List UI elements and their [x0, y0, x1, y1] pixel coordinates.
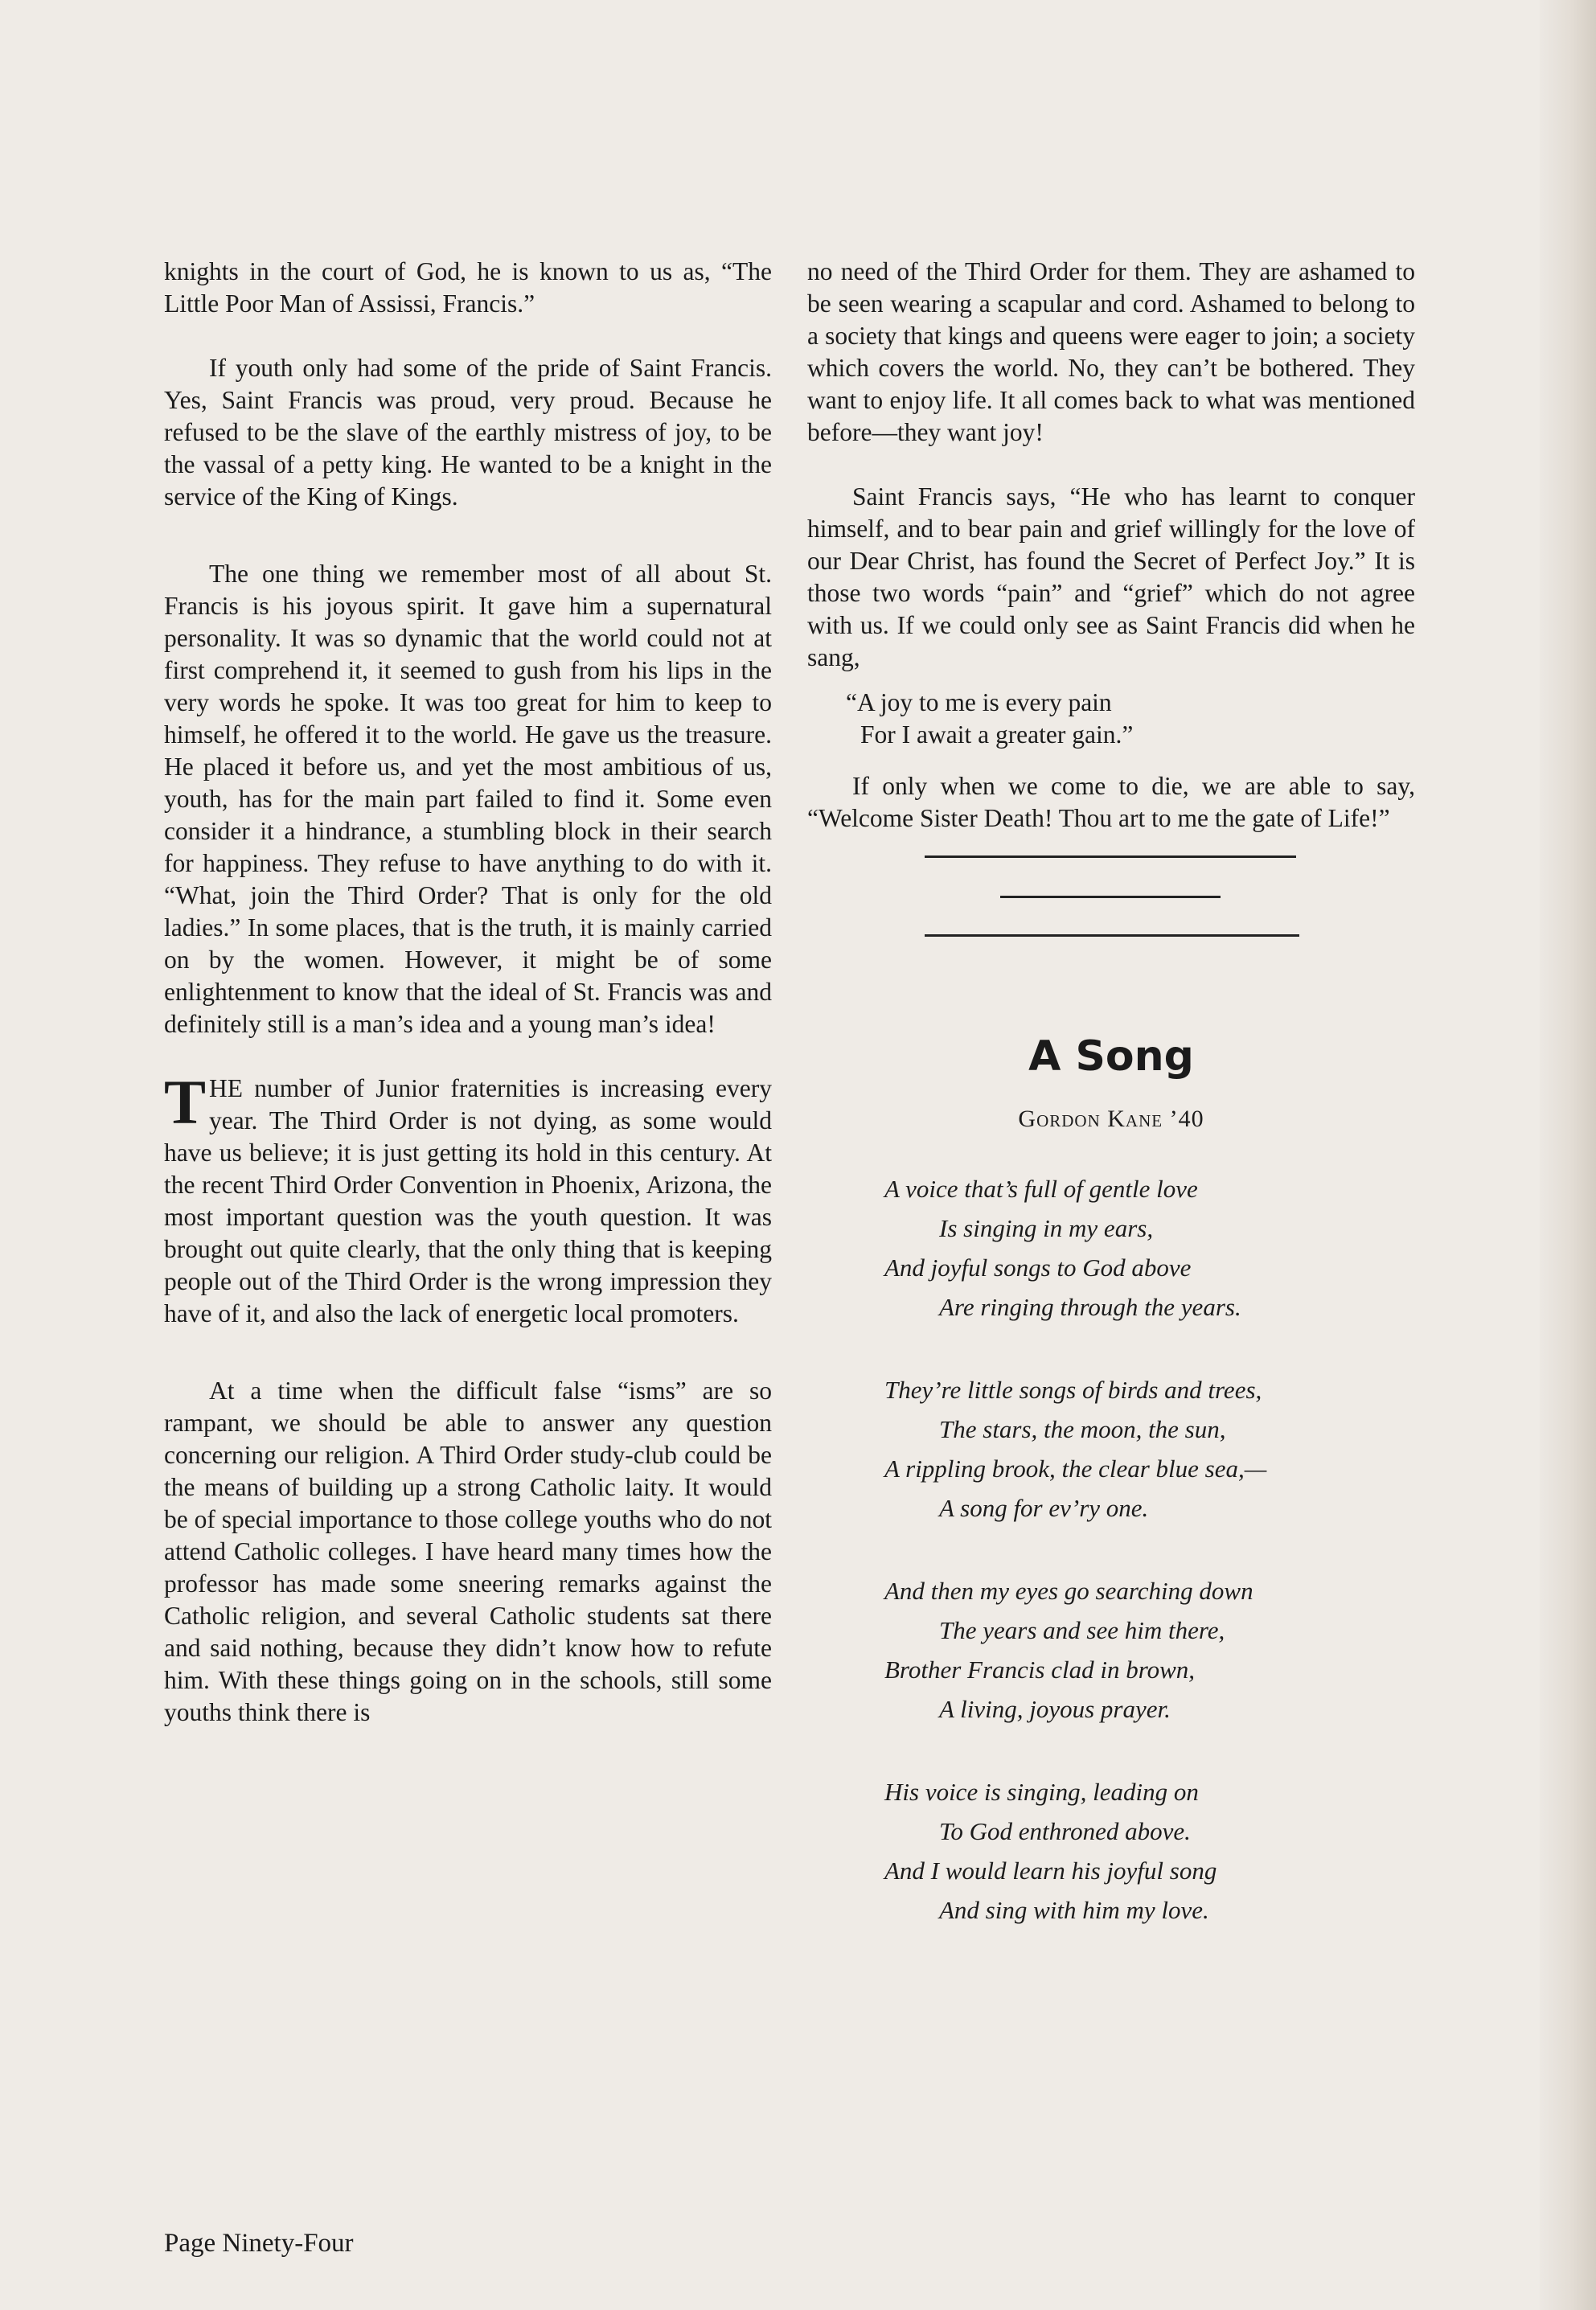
poem-line: A voice that’s full of gentle love — [884, 1175, 1198, 1203]
poem-line: Brother Francis clad in brown, — [884, 1656, 1196, 1684]
paragraph: At a time when the difficult false “isms” are so rampant, we should be able to answer any question concerning our religion. A Third Order study-club could be the means of building up a strong Catholic laity. It would be of special importance to those college youths who do not attend Catholic colleges. I have heard many times how the professor has made some sneering remarks against the Catholic religion, and several Catholic students sat there and said nothing, because they didn’t know how to refute him. With these things going on in the schools, still some youths think there is — [164, 1377, 772, 1726]
quoted-verse — [807, 687, 1415, 751]
divider-line — [1000, 896, 1221, 898]
poem-line: A living, joyous prayer. — [939, 1695, 1171, 1723]
paragraph: knights in the court of God, he is known to us as, “The Little Poor Man of Assissi, Francis.” — [164, 257, 772, 318]
paragraph: If youth only had some of the pride of Saint Francis. Yes, Saint Francis was proud, very proud. Because he refused to be the slave of the earthly mistress of joy, to be the vassal of a petty king. He wanted to be a knight in the service of the King of Kings. — [164, 354, 772, 511]
verse-line: For I await a greater gain.” — [860, 720, 1134, 749]
poem-line: And then my eyes go searching down — [884, 1577, 1253, 1605]
left-column — [164, 256, 772, 1729]
paragraph: The one thing we remember most of all about St. Francis is his joyous spirit. It gave him a supernatural personality. It was so dynamic that the world could not at first comprehend it, it seemed to gush from his lips in the very words he spoke. It was too great for him to keep to himself, he offered it to the world. He gave us the treasure. He placed it before us, and yet the most ambitious of us, youth, has for the main part failed to find it. Some even consider it a hindrance, a stumbling block in their search for happiness. They refuse to have anything to do with it. “What, join the Third Order? That is only for the old ladies.” In some places, that is the truth, it is mainly carried on by the women. However, it might be of some enlightenment to know that the ideal of St. Francis was and definitely still is a man’s idea and a young man’s idea! — [164, 560, 772, 1038]
poem-stanza — [807, 1370, 1415, 1528]
poem-stanza — [807, 1169, 1415, 1327]
paragraph-dropcap: THE number of Junior fraternities is increasing every year. The Third Order is not dying, as some would have us believe; it is just getting its hold in this century. At the recent Third Order Convention in Phoenix, Arizona, the most important question was the youth question. It was brought out quite clearly, that the only thing that is keeping people out of the Third Order is the wrong impression they have of it, and also the lack of energetic local promoters. — [164, 1067, 772, 1327]
poem-line: The years and see him there, — [939, 1616, 1225, 1644]
poem-line: His voice is singing, leading on — [884, 1778, 1199, 1806]
divider-line — [925, 855, 1296, 858]
poem-line: The stars, the moon, the sun, — [939, 1415, 1226, 1443]
poem-line: Are ringing through the years. — [939, 1293, 1241, 1321]
page-number: Page Ninety-Four — [164, 2229, 354, 2258]
divider-line — [925, 934, 1299, 937]
paragraph: no need of the Third Order for them. They are ashamed to be seen wearing a scapular and cord. Ashamed to belong to a society that kings and queens were eager to join; a society which covers the world. No, they can’t be bothered. They want to enjoy life. It all comes back to what was mentioned before—they want joy! — [807, 257, 1415, 446]
poem-stanza — [807, 1571, 1415, 1729]
poem-line: And I would learn his joyful song — [884, 1857, 1217, 1885]
poem-line: Is singing in my ears, — [939, 1214, 1154, 1242]
poem-title: A Song — [1028, 1032, 1194, 1081]
poem-line: They’re little songs of birds and trees, — [884, 1376, 1262, 1404]
poem-stanza — [807, 1772, 1415, 1930]
poem-line: A song for ev’ry one. — [939, 1494, 1149, 1522]
right-column — [807, 256, 1415, 1930]
paragraph: Saint Francis says, “He who has learnt to conquer himself, and to bear pain and grief willingly for the love of our Dear Christ, has found the Secret of Perfect Joy.” It is those two words “pain” and “grief” which do not agree with us. If we could only see as Saint Francis did when he sang, — [807, 482, 1415, 671]
poem-line: A rippling brook, the clear blue sea,— — [884, 1455, 1267, 1483]
paragraph: If only when we come to die, we are able to say, “Welcome Sister Death! Thou art to me the gate of Life!” — [807, 772, 1415, 832]
poem-author: Gordon Kane ’40 — [1018, 1106, 1204, 1132]
poem-line: And sing with him my love. — [939, 1896, 1209, 1924]
poem-line: And joyful songs to God above — [884, 1253, 1192, 1282]
page-edge — [1540, 0, 1596, 2310]
poem-line: To God enthroned above. — [939, 1817, 1191, 1845]
divider-rules — [807, 855, 1415, 976]
verse-line: “A joy to me is every pain — [846, 688, 1112, 716]
